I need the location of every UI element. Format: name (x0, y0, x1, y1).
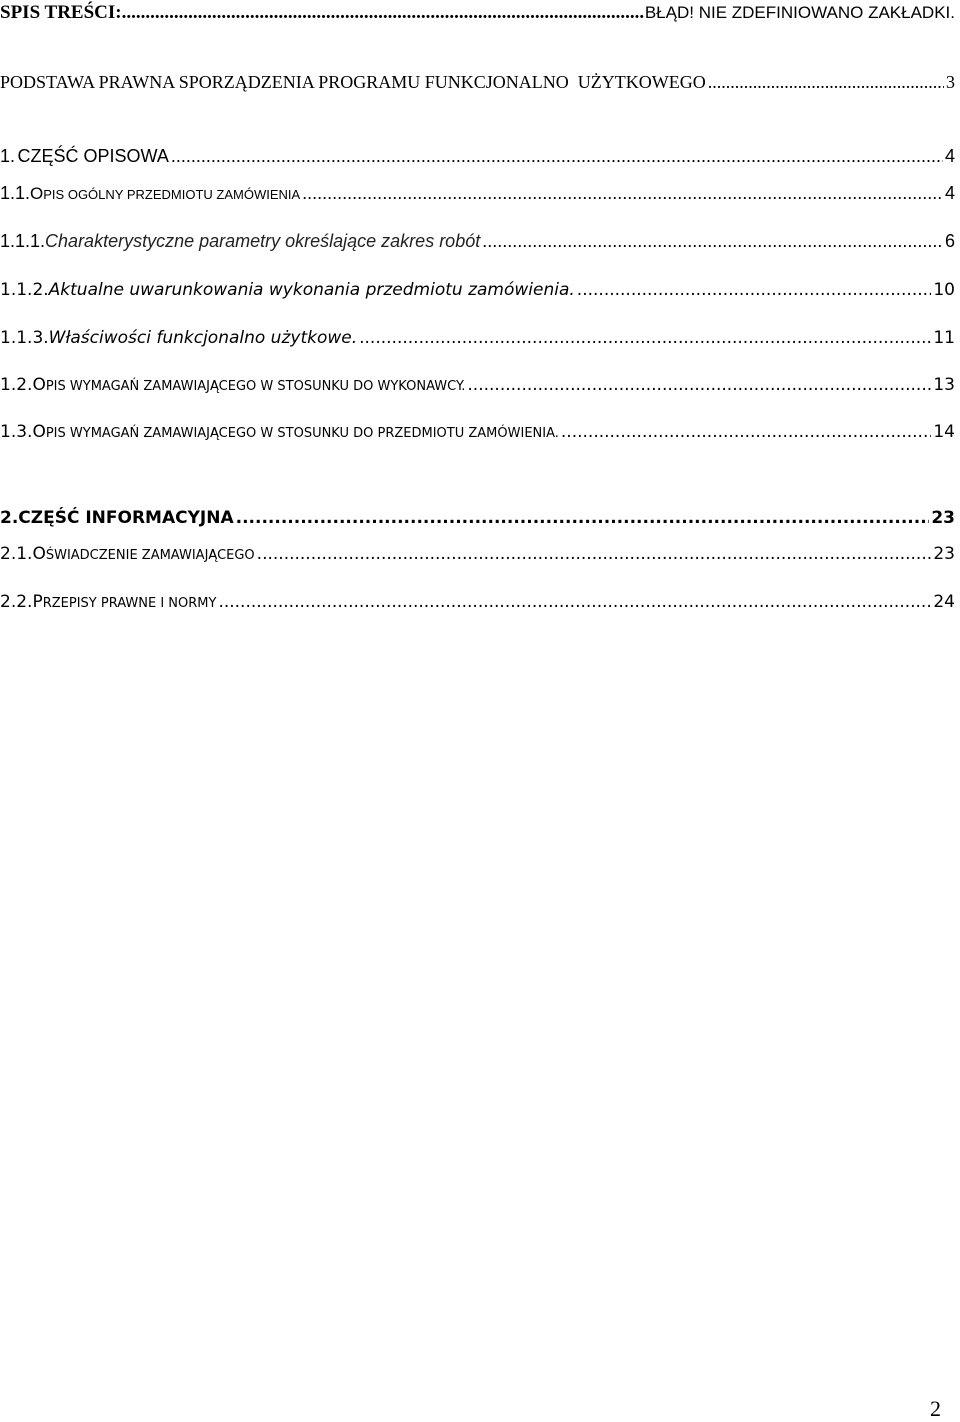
toc-entry-page: 23 (931, 508, 955, 528)
toc-entry[interactable] (0, 72, 955, 93)
toc-entry-title: Właściwości funkcjonalno użytkowe. (48, 328, 358, 348)
toc-entry[interactable] (0, 508, 955, 528)
toc-entry-number: 1.1.1. (0, 231, 46, 251)
toc-entry-title-initial: P (32, 592, 43, 612)
toc-entry[interactable] (0, 375, 955, 395)
toc-entry-title-rest: PIS WYMAGAŃ ZAMAWIAJĄCEGO W STOSUNKU DO PRZEDMIOTU ZAMÓWIENIA. (45, 426, 559, 441)
toc-entry[interactable] (0, 328, 955, 348)
page-number: 2 (930, 1396, 941, 1421)
toc-entry[interactable] (0, 592, 955, 612)
toc-entry-page: 24 (933, 592, 955, 612)
toc-entry-number: 2.2. (0, 592, 33, 612)
toc-leader (561, 422, 931, 442)
toc-leader (467, 375, 931, 395)
toc-entry[interactable] (0, 280, 955, 300)
toc-entry-title-initial: O (32, 544, 46, 564)
toc-entry-number: 2.1. (0, 544, 33, 564)
toc-leader (236, 508, 930, 528)
toc-leader (302, 183, 943, 204)
toc-entry[interactable] (0, 146, 955, 167)
toc-leader (122, 2, 645, 24)
toc-leader (577, 280, 932, 300)
toc-entry-number: 1.1.2. (0, 280, 49, 300)
toc-leader (708, 72, 944, 93)
toc-entry-page: 4 (944, 146, 955, 166)
toc-leader (257, 544, 932, 564)
toc-entry-title-rest: PIS WYMAGAŃ ZAMAWIAJĄCEGO W STOSUNKU DO WYKONAWCY. (45, 379, 466, 394)
toc-entry[interactable] (0, 422, 955, 442)
toc-entry-page: 6 (944, 231, 955, 251)
toc-entry-title-initial: O (32, 375, 46, 395)
toc-entry-title: CZĘŚĆ OPISOWA (17, 146, 169, 166)
toc-entry-page: 11 (933, 328, 955, 348)
toc-leader (482, 231, 943, 252)
toc-entry-title: CZĘŚĆ INFORMACYJNA (18, 508, 234, 528)
toc-entry-title-rest: PIS OGÓLNY PRZEDMIOTU ZAMÓWIENIA (43, 187, 301, 202)
toc-entry-title: Charakterystyczne parametry określające zakres robót (45, 231, 481, 251)
toc-entry-page: 4 (944, 183, 955, 203)
toc-entry-page: 3 (946, 72, 955, 92)
toc-entry-title: PODSTAWA PRAWNA SPORZĄDZENIA PROGRAMU FUNKCJONALNO UŻYTKOWEGO (0, 72, 706, 92)
toc-entry-number: 1.1.3. (0, 328, 49, 348)
toc-entry-page: 10 (933, 280, 955, 300)
toc-heading-line (0, 2, 955, 24)
toc-entry-page: 14 (933, 422, 955, 442)
toc-entry-number: 2. (0, 508, 19, 528)
toc-entry-title: Aktualne uwarunkowania wykonania przedmiotu zamówienia. (48, 280, 575, 300)
toc-leader (218, 592, 931, 612)
toc-entry[interactable] (0, 544, 955, 564)
toc-error-text: BŁĄD! NIE ZDEFINIOWANO ZAKŁADKI. (644, 3, 955, 22)
toc-entry-page: 13 (933, 375, 955, 395)
toc-entry-page: 23 (933, 544, 955, 564)
toc-entry-title-initial: O (32, 422, 46, 442)
toc-entry-title-rest: RZEPISY PRAWNE I NORMY (42, 596, 217, 611)
toc-entry-number: 1.1. (0, 183, 31, 203)
toc-entry-title-rest: ŚWIADCZENIE ZAMAWIAJĄCEGO (45, 548, 255, 563)
toc-leader (171, 146, 943, 167)
toc-entry[interactable] (0, 231, 955, 252)
toc-leader (359, 328, 931, 348)
toc-entry-number: 1.3. (0, 422, 33, 442)
toc-entry-number: 1.2. (0, 375, 33, 395)
toc-entry-title-initial: O (30, 184, 44, 203)
toc-entry[interactable] (0, 183, 955, 204)
toc-heading: SPIS TREŚCI: (0, 2, 122, 23)
toc-entry-number: 1. (0, 146, 16, 166)
